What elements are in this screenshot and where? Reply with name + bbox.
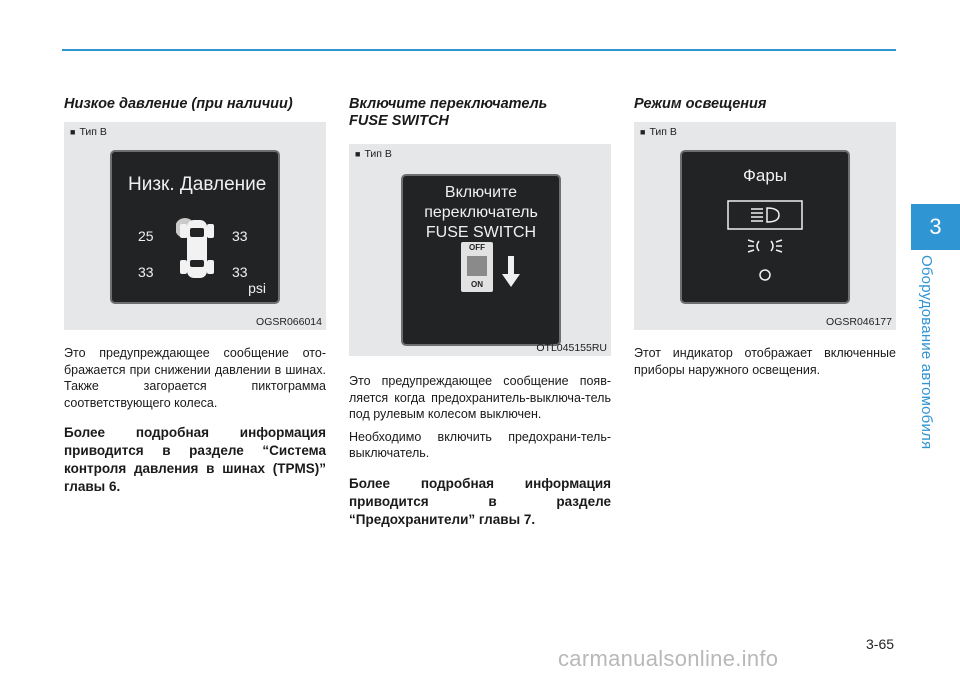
tpms-display <box>110 150 280 304</box>
figure-fuse-switch <box>349 144 611 356</box>
page-number: 3-65 <box>866 636 895 652</box>
section-heading: Режим освещения <box>634 96 767 112</box>
fuse-switch-display <box>401 174 561 346</box>
position-light-icon <box>746 236 784 256</box>
column-low-pressure-text <box>64 345 326 496</box>
body-text: Этот индикатор отображает включенные приборы наружного освещения. <box>634 346 896 377</box>
lights-off-circle-icon <box>758 268 772 282</box>
column-lights-mode-text <box>634 345 896 378</box>
switch-on-label: ON <box>471 280 483 289</box>
figure-code: OGSR066014 <box>256 316 322 328</box>
section-heading: Низкое давление (при наличии) <box>64 96 293 112</box>
headlight-icon <box>727 200 803 230</box>
switch-off-label: OFF <box>469 243 485 252</box>
body-text-2: Необходимо включить предохрани-тель-выключатель. <box>349 429 611 460</box>
pressure-front-left: 25 <box>138 228 154 244</box>
figure-type-tag: ■ Тип B <box>640 126 677 138</box>
figure-code: OGSR046177 <box>826 316 892 328</box>
arrow-down-icon <box>501 256 521 288</box>
section-heading-line1: Включите переключатель <box>349 96 548 112</box>
pressure-front-right: 33 <box>232 228 248 244</box>
pressure-unit: psi <box>248 280 266 296</box>
reference-note: Более подробная информация приводится в разделе “Предохранители” главы 7. <box>349 475 611 527</box>
figure-tpms <box>64 122 326 330</box>
column-low-pressure <box>64 96 326 113</box>
pressure-rear-right: 33 <box>232 264 248 280</box>
reference-note: Более подробная информация приводится в разделе “Система контроля давления в шинах (TPMS)” главы 6. <box>64 425 326 494</box>
section-heading-line2: FUSE SWITCH <box>349 113 449 129</box>
figure-code: OTL045155RU <box>536 342 607 354</box>
screen-line-1: Включите <box>444 184 518 201</box>
screen-line-3: FUSE SWITCH <box>425 224 537 241</box>
column-fuse-switch <box>349 96 611 130</box>
body-text: Это предупреждающее сообщение появ-ляется когда предохранитель-выключа-тель под рулевым колесом выключен. <box>349 374 611 421</box>
screen-line-2: переключатель <box>424 204 538 221</box>
lights-display <box>680 150 850 304</box>
chapter-tab <box>911 204 960 250</box>
car-top-view-icon <box>176 214 216 288</box>
figure-type-tag: ■ Тип B <box>355 148 392 160</box>
figure-lights-mode <box>634 122 896 330</box>
fuse-switch-icon <box>461 242 493 292</box>
top-rule <box>62 49 896 51</box>
body-text: Это предупреждающее сообщение ото-бражается при снижении давлении в шинах. Также загорается пиктограмма соответствующего колеса. <box>64 346 326 410</box>
pressure-rear-left: 33 <box>138 264 154 280</box>
chapter-title: Оборудование автомобиля <box>918 255 935 450</box>
tpms-screen-title: Низк. Давление <box>128 174 267 195</box>
figure-type-tag: ■ Тип B <box>70 126 107 138</box>
column-lights-mode <box>634 96 896 113</box>
lights-screen-title: Фары <box>742 166 788 185</box>
watermark: carmanualsonline.info <box>558 646 779 671</box>
column-fuse-switch-text <box>349 373 611 529</box>
chapter-number: 3 <box>929 214 942 239</box>
